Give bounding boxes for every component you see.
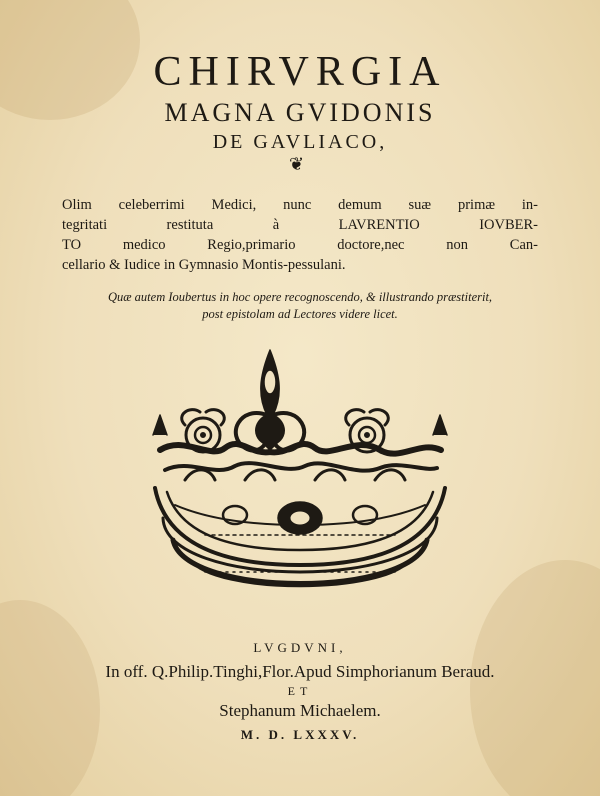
title-line-1: CHIRVRGIA <box>153 49 447 95</box>
fleuron-icon: ❦ <box>289 154 305 174</box>
title-line-3: DE GAVLIACO, <box>212 131 388 153</box>
crown-woodcut-icon <box>145 340 455 610</box>
imprint-year: M. D. LXXXV. <box>240 727 360 742</box>
description-line-3: TO medico Regio,primario doctore,nec non Can- <box>62 237 538 253</box>
description-line-4: cellario & Iudice in Gymnasio Montis-pessulani. <box>62 257 346 273</box>
imprint-printers: In off. Q.Philip.Tinghi,Flor.Apud Simphorianum Beraud. <box>105 662 495 681</box>
italic-note-line-1: Quæ autem Ioubertus in hoc opere recognoscendo, & illustrando præstiterit, <box>107 290 493 304</box>
description-line-2: tegritati restituta à LAVRENTIO IOVBER- <box>62 217 538 233</box>
title-line-2: MAGNA GVIDONIS <box>164 98 436 127</box>
imprint-conjunction: ET <box>287 684 313 698</box>
imprint-printer-2: Stephanum Michaelem. <box>219 701 381 720</box>
imprint-city: LVGDVNI, <box>253 640 347 655</box>
description-line-1: Olim celeberrimi Medici, nunc demum suæ primæ in- <box>62 197 538 213</box>
italic-note-line-2: post epistolam ad Lectores videre licet. <box>202 307 398 321</box>
